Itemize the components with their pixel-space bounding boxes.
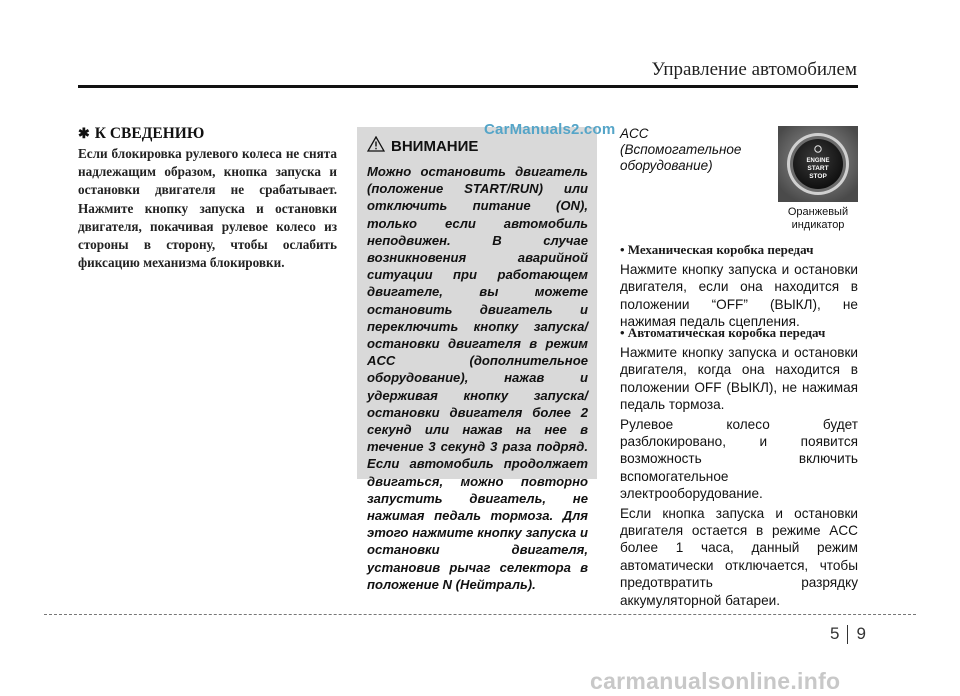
warning-header xyxy=(367,136,588,157)
page-header-title: Управление автомобилем xyxy=(651,59,857,80)
note-heading xyxy=(78,125,337,143)
button-label-stop: STOP xyxy=(809,173,827,180)
note-body: Если блокировка рулевого колеса не снята надлежащим образом, кнопка запуска и остановки двигателя не срабатывает. Нажмите кнопку запуска и остановки двигателя, покачивая рулевое колесо из стороны в сторону, чтобы ослабить фиксацию механизма блокировки. xyxy=(78,146,337,271)
start-stop-button-image xyxy=(778,126,858,202)
warning-box xyxy=(357,127,597,592)
acc-heading xyxy=(620,126,770,174)
page-number-separator xyxy=(847,625,848,644)
carmanuals-watermark: CarManuals2.com xyxy=(484,121,616,138)
page-number-value: 9 xyxy=(856,624,866,643)
button-label-start: START xyxy=(807,165,829,172)
header-rule xyxy=(78,85,858,88)
manual-transmission-heading: • Механическая коробка передач xyxy=(620,242,814,257)
page-number xyxy=(830,624,866,644)
site-watermark: carmanualsonline.info xyxy=(590,668,841,694)
chapter-number: 5 xyxy=(830,624,840,643)
automatic-transmission-section xyxy=(620,325,858,611)
acc-description: (Вспомогательное оборудование) xyxy=(620,142,742,173)
acc-label: ACC xyxy=(620,126,649,141)
orange-indicator-caption: Оранжевый индикатор xyxy=(787,206,849,231)
button-label-engine: ENGINE xyxy=(806,158,830,164)
warning-triangle-icon xyxy=(367,136,385,157)
note-section xyxy=(78,125,337,272)
manual-transmission-text: Нажмите кнопку запуска и остановки двигателя, если она находится в положении “OFF” (ВЫКЛ), не нажимая педаль сцепления. xyxy=(620,262,858,330)
automatic-transmission-text-3: Если кнопка запуска и остановки двигателя остается в режиме ACC более 1 часа, данный режим автоматически отключается, чтобы предотвратить разрядку аккумуляторной батареи. xyxy=(620,505,858,608)
note-star-icon: ✱ xyxy=(78,126,90,142)
manual-transmission-section xyxy=(620,242,858,333)
note-heading-text: К СВЕДЕНИЮ xyxy=(94,125,205,142)
warning-title: ВНИМАНИЕ xyxy=(391,138,479,155)
warning-body: Можно остановить двигатель (положение START/RUN) или отключить питание (ON), только если автомобиль неподвижен. В случае возникновения аварийной ситуации при работающем двигателе, вы можете остановить двигатель и переключить кнопку запуска/остановки двигателя в режим ACC (дополнительное оборудование), нажав и удерживая кнопку запуска/остановки двигателя более 2 секунд или нажав на нее в течение 3 секунд 3 раза подряд. Если автомобиль продолжает двигаться, можно повторно запустить двигатель, не нажимая педаль тормоза. Для этого нажмите кнопку запуска и остановки двигателя, установив рычаг селектора в положение N (Нейтраль). xyxy=(367,164,588,592)
automatic-transmission-text-2: Рулевое колесо будет разблокировано, и появится возможность включить вспомогательное электрооборудование. xyxy=(620,416,858,502)
automatic-transmission-heading: • Автоматическая коробка передач xyxy=(620,325,826,340)
footer-rule xyxy=(44,614,916,615)
start-button-figure xyxy=(778,126,858,236)
automatic-transmission-text-1: Нажмите кнопку запуска и остановки двигателя, когда она находится в положении OFF (ВЫКЛ), не нажимая педаль тормоза. xyxy=(620,345,858,413)
